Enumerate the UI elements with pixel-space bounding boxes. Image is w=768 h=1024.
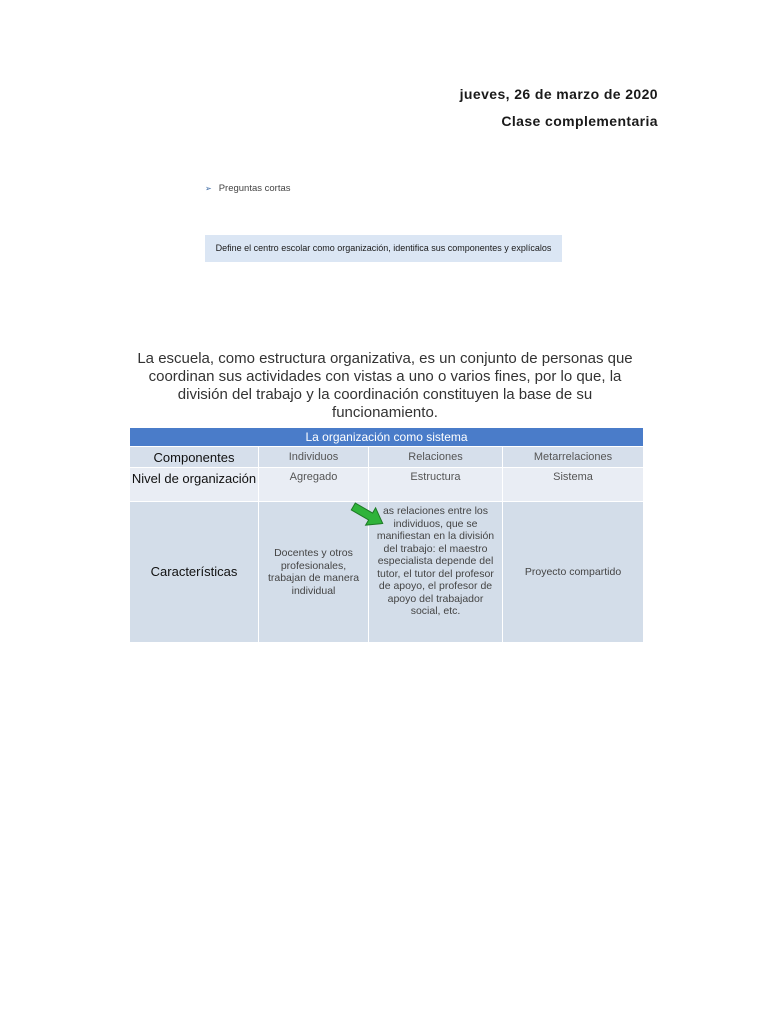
question-box: Define el centro escolar como organización, identifica sus componentes y explícalos: [205, 235, 562, 262]
arrowhead-bullet-icon: ➢: [205, 184, 212, 193]
table-cell: Nivel de organización: [130, 468, 259, 502]
table-cell: Estructura: [369, 468, 503, 502]
table-title: La organización como sistema: [130, 428, 644, 447]
table-cell: Metarrelaciones: [503, 447, 644, 468]
table-cell-with-arrow: [369, 502, 503, 643]
table-cell: Sistema: [503, 468, 644, 502]
table-row: [130, 502, 644, 643]
table-cell: Individuos: [259, 447, 369, 468]
table-title-row: [130, 428, 644, 447]
document-subtitle: Clase complementaria: [501, 113, 658, 129]
table-cell: Docentes y otros profesionales, trabajan de manera individual: [259, 502, 369, 643]
relations-text: as relaciones entre los individuos, que se manifiestan en la división del trabajo: el maestro especialista depende del tutor, el tutor del profesor de apoyo, el profesor de apoyo del trabajador social, etc.: [376, 505, 495, 617]
table-cell: Características: [130, 502, 259, 643]
table-cell: Relaciones: [369, 447, 503, 468]
table-row: [130, 468, 644, 502]
table-cell: Proyecto compartido: [503, 502, 644, 643]
organization-table: [129, 427, 644, 643]
body-paragraph: La escuela, como estructura organizativa, es un conjunto de personas que coordinan sus actividades con vistas a uno o varios fines, por lo que, la división del trabajo y la coordinación constituyen la base de su funcionamiento.: [137, 350, 633, 421]
table-cell: Agregado: [259, 468, 369, 502]
table-cell: Componentes: [130, 447, 259, 468]
bullet-item: [205, 183, 291, 194]
document-date: jueves, 26 de marzo de 2020: [459, 86, 658, 102]
bullet-label: Preguntas cortas: [218, 183, 291, 194]
green-arrow-icon: [349, 502, 387, 528]
table-row: [130, 447, 644, 468]
